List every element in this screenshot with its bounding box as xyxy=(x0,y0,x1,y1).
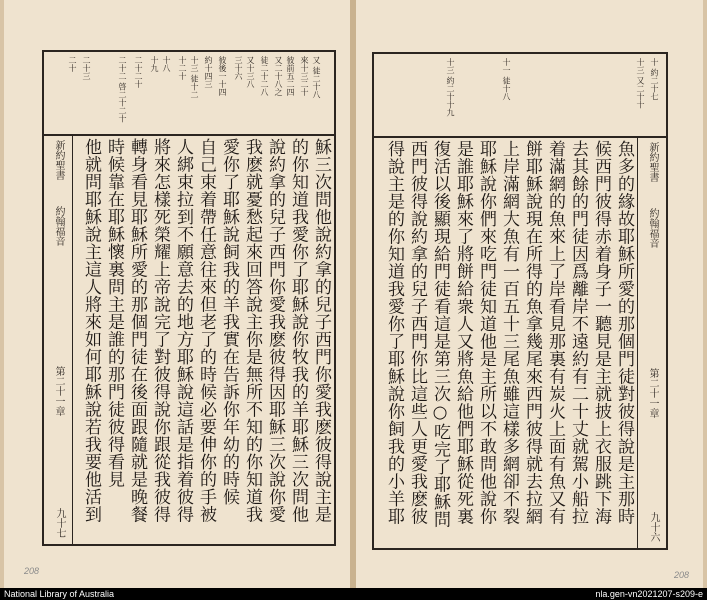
text-column: 轉身看見耶穌所愛的那個門徒在後面跟隨就是晚餐 xyxy=(127,138,147,523)
margin-note: 十 約二十七 xyxy=(650,58,659,101)
text-column: 人綁束拉到不願意去的地方耶穌說這話是指着彼得 xyxy=(173,138,193,523)
footer-institution: National Library of Australia xyxy=(4,589,115,599)
left-page-sidebar xyxy=(44,136,73,544)
left-page xyxy=(4,0,350,588)
margin-note: 又二十八之 xyxy=(274,56,283,96)
margin-note: 彼前五二四 xyxy=(286,56,295,96)
text-column: 着滿網的魚來上了岸看見那裏有炭火上面有魚又有 xyxy=(545,140,565,525)
page-number: 九十六 xyxy=(648,512,659,542)
text-column: 餅耶穌說現在所得的魚拿幾尾來西門彼得就去拉網 xyxy=(522,140,542,525)
text-column: 去其餘的門徒因爲離岸不遠約有二十丈就駕小船拉 xyxy=(568,140,588,525)
text-column: 耶穌說你們來吃門徒知道他是主所以不敢問他說你 xyxy=(476,140,496,525)
margin-note: 又十三八 xyxy=(246,56,255,88)
footer-bar xyxy=(0,588,707,600)
margin-note: 彼後一十四 xyxy=(218,56,227,96)
margin-note: 二十三 xyxy=(82,56,91,80)
left-page-frame xyxy=(42,50,336,546)
margin-note: 又 徒二十八 xyxy=(312,56,321,99)
text-column: 的你知道我愛你了耶穌說你牧我的羊耶穌三次問他 xyxy=(288,138,308,523)
footer-identifier: nla.gen-vn2021207-s209-e xyxy=(595,589,703,599)
gospel-title: 約翰福音 xyxy=(53,206,64,246)
margin-note: 十二十 xyxy=(178,56,187,80)
pencil-mark: 208 xyxy=(674,570,690,580)
margin-note: 十一 徒十八 xyxy=(502,58,511,101)
margin-note: 十三 徒十二 xyxy=(190,56,199,99)
margin-note: 三十六 xyxy=(234,56,243,80)
text-column: 自己束着帶任意往來但老了的時候必要伸你的手被 xyxy=(196,138,216,523)
pencil-mark: 208 xyxy=(24,566,40,576)
margin-note: 約十四三 xyxy=(204,56,213,88)
text-column: 說約拿的兒子西門你愛我麽彼得因耶穌三次說你愛 xyxy=(265,138,285,523)
margin-note: 二十 xyxy=(68,56,77,72)
chapter-heading: 第二十一章 xyxy=(647,368,658,418)
text-column: 時候靠在耶穌懷裏問主是誰的那門徒彼得看見 xyxy=(104,138,124,488)
margin-note: 徒二十二八 xyxy=(260,56,269,96)
right-page-body xyxy=(374,138,636,548)
chapter-heading: 第二十一章 xyxy=(53,366,64,416)
text-column: 西門彼得說約拿的兒子西門你比這些人更愛我麽彼 xyxy=(407,140,427,525)
text-column: 將來怎樣死榮耀上帝說完了對彼得說你跟從我彼得 xyxy=(150,138,170,523)
right-page-frame xyxy=(372,52,668,550)
text-column: 候西門彼得赤着身子一聽見是主就披上衣服跳下海 xyxy=(591,140,611,525)
margin-note: 十三 又二十十 xyxy=(636,58,645,109)
book-title: 新約聖書 xyxy=(647,142,658,182)
text-column: 他就問耶穌說主這人將來如何耶穌說若我要他活到 xyxy=(81,138,101,523)
book-title: 新約聖書 xyxy=(53,140,64,180)
text-column: 穌三次問他說約拿的兒子西門你愛我麽彼得說主是 xyxy=(311,138,331,523)
margin-note: 來十三二十 xyxy=(300,56,309,96)
text-column: 上岸滿網大魚有一百五十三尾魚雖這樣多網卻不裂 xyxy=(499,140,519,525)
text-column: 魚多的緣故耶穌所愛的那個門徒對彼得說是主那時 xyxy=(614,140,634,525)
text-column: 得說主是的你知道我愛你了耶穌說你飼我的小羊耶 xyxy=(384,140,404,525)
left-margin-notes xyxy=(44,52,334,136)
text-column: 是誰耶穌來了將餅給衆人又將魚給他們耶穌從死裏 xyxy=(453,140,473,525)
text-column: 愛你了耶穌說飼我的羊我實在告訴你年幼的時候 xyxy=(219,138,239,506)
right-margin-notes xyxy=(374,54,666,138)
gospel-title: 約翰福音 xyxy=(647,208,658,248)
margin-note: 十八 xyxy=(162,56,171,72)
right-page-sidebar xyxy=(637,138,666,548)
page-number: 九十七 xyxy=(54,508,65,538)
left-page-body xyxy=(74,136,334,544)
text-column: 復活以後顯現給門徒看這是第三次○吃完了耶穌問 xyxy=(430,140,450,528)
margin-note: 二十二十 xyxy=(134,56,143,88)
margin-note: 十九 xyxy=(150,56,159,72)
margin-note: 二十二 啓二十二十 xyxy=(118,56,127,123)
text-column: 我麽就憂愁起來回答說主你是無所不知的你知道我 xyxy=(242,138,262,523)
margin-note: 十三 約二十十九 xyxy=(446,58,455,117)
